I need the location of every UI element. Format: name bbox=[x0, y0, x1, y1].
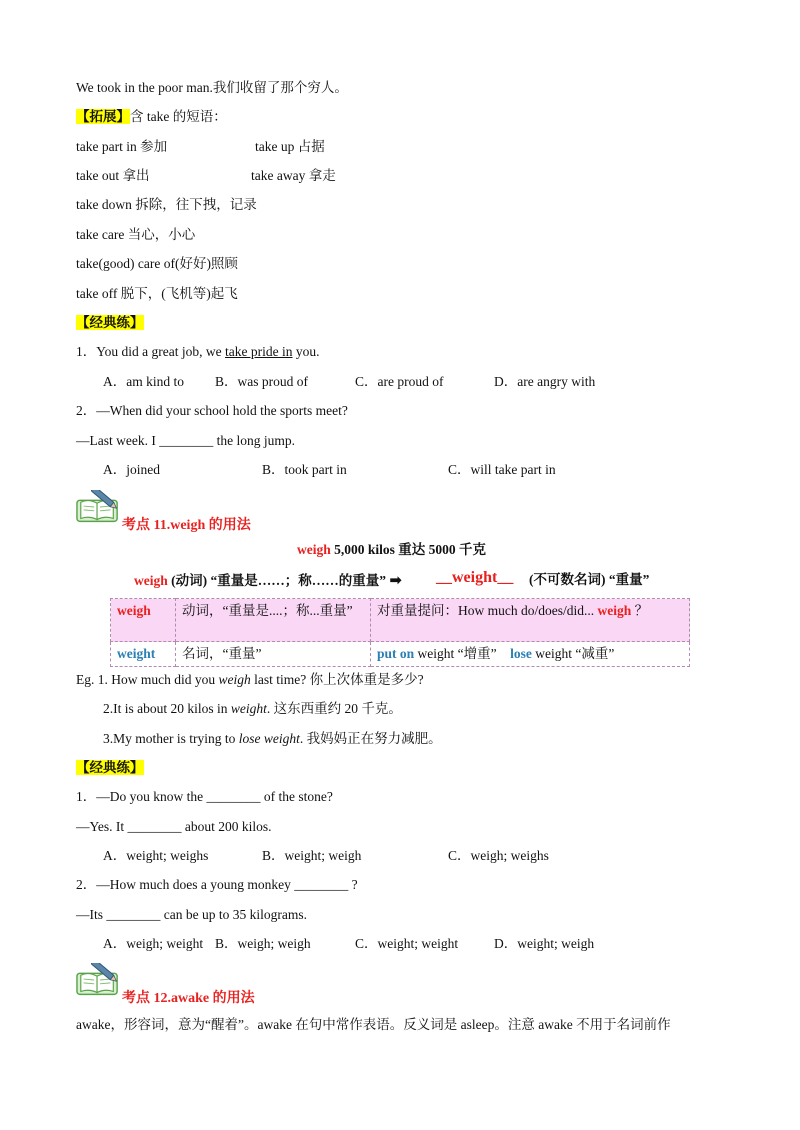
ex1-q2-answer-line: —Last week. I ________ the long jump. bbox=[76, 433, 295, 448]
k11-summary-line: weigh (动词) “重量是……；称……的重量” ➡ bbox=[134, 571, 402, 589]
k12-title: 考点 12.awake 的用法 bbox=[122, 991, 255, 1006]
k11-example-1: Eg. 1. How much did you weigh last time? 你上次体重是多少? bbox=[76, 672, 424, 687]
k11-center-line: weigh 5,000 kilos 重达 5000 千克 bbox=[297, 542, 487, 557]
extension-tag: 【拓展】 bbox=[76, 109, 130, 124]
table-cell-phrases: put on weight “增重” lose weight “减重” bbox=[377, 646, 615, 661]
ex1-q1-option-a[interactable]: A．am kind to bbox=[103, 374, 184, 389]
k11-example-2: 2.It is about 20 kilos in weight. 这东西重约 20 千克。 bbox=[103, 701, 402, 716]
table-cell-weight: weight bbox=[117, 646, 156, 661]
ex1-q2-option-c[interactable]: C．will take part in bbox=[448, 462, 556, 477]
ex2-q2-answer-line: —Its ________ can be up to 35 kilograms. bbox=[76, 907, 307, 922]
ex1-q2-option-a[interactable]: A．joined bbox=[103, 462, 160, 477]
extension-text: 含 take 的短语： bbox=[130, 109, 227, 124]
ex2-q1-option-b[interactable]: B．weight; weigh bbox=[262, 848, 362, 863]
ex2-q1-answer-line: —Yes. It ________ about 200 kilos. bbox=[76, 819, 272, 834]
book-pencil-icon bbox=[76, 490, 120, 524]
ex2-q1-option-a[interactable]: A．weight; weighs bbox=[103, 848, 209, 863]
k11-weight-word: __weight__ bbox=[436, 569, 514, 586]
ex1-q1: 1．You did a great job, we take pride in you. bbox=[76, 344, 320, 359]
phrase-take-out: take out 拿出 bbox=[76, 168, 150, 183]
phrase-take-part-in: take part in 参加 bbox=[76, 139, 168, 154]
k11-title: 考点 11.weigh 的用法 bbox=[122, 518, 251, 533]
k11-noun-gloss: (不可数名词) “重量” bbox=[529, 572, 650, 587]
exercise-tag-2: 【经典练】 bbox=[76, 760, 144, 775]
ex1-q1-blank: take pride in bbox=[225, 344, 293, 359]
ex2-q1-option-c[interactable]: C．weigh; weighs bbox=[448, 848, 549, 863]
ex1-q2-question: 2．—When did your school hold the sports meet? bbox=[76, 403, 348, 418]
weigh-weight-table bbox=[110, 598, 690, 667]
table-cell-verb-def: 动词，“重量是....；称...重量” bbox=[182, 603, 353, 618]
ex1-q1-option-d[interactable]: D．are angry with bbox=[494, 374, 596, 389]
phrase-take-care-of: take(good) care of(好好)照顾 bbox=[76, 256, 238, 271]
ex2-q2-option-c[interactable]: C．weight; weight bbox=[355, 936, 459, 951]
table-row bbox=[111, 599, 690, 642]
ex1-q2-option-b[interactable]: B．took part in bbox=[262, 462, 347, 477]
ex2-q2-option-d[interactable]: D．weight; weigh bbox=[494, 936, 595, 951]
phrase-take-care: take care 当心，小心 bbox=[76, 227, 196, 242]
table-cell-question: 对重量提问：How much do/does/did... weigh ？ bbox=[377, 603, 649, 618]
ex1-q1-option-c[interactable]: C．are proud of bbox=[355, 374, 444, 389]
k12-description: awake，形容词，意为“醒着”。awake 在句中常作表语。反义词是 asleep。注意 awake 不用于名词前作 bbox=[76, 1017, 671, 1032]
ex1-q1-option-b[interactable]: B．was proud of bbox=[215, 374, 308, 389]
arrow-right-icon: ➡ bbox=[389, 571, 402, 589]
table-cell-weigh: weigh bbox=[117, 603, 151, 618]
ex2-q2-question: 2．—How much does a young monkey ________ ? bbox=[76, 877, 358, 892]
intro-sentence: We took in the poor man.我们收留了那个穷人。 bbox=[76, 80, 348, 95]
ex2-q1-question: 1．—Do you know the ________ of the stone? bbox=[76, 789, 333, 804]
ex2-q2-option-a[interactable]: A．weigh; weight bbox=[103, 936, 204, 951]
book-pencil-icon bbox=[76, 963, 120, 997]
phrase-take-up: take up 占据 bbox=[255, 139, 325, 154]
ex2-q2-option-b[interactable]: B．weigh; weigh bbox=[215, 936, 311, 951]
phrase-take-away: take away 拿走 bbox=[251, 168, 336, 183]
phrase-take-off: take off 脱下，(飞机等)起飞 bbox=[76, 286, 238, 301]
k11-example-3: 3.My mother is trying to lose weight. 我妈妈正在努力减肥。 bbox=[103, 731, 442, 746]
table-cell-noun-def: 名词，“重量” bbox=[182, 646, 262, 661]
table-row bbox=[111, 642, 690, 667]
extension-line bbox=[76, 108, 227, 126]
phrase-take-down: take down 拆除，往下拽，记录 bbox=[76, 197, 257, 212]
exercise-tag-1: 【经典练】 bbox=[76, 315, 144, 330]
